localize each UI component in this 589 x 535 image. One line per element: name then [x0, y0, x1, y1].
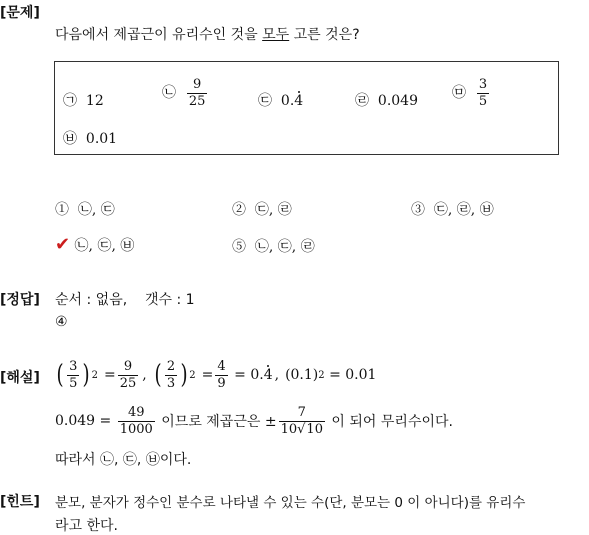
exponent: 2: [189, 369, 196, 381]
choice-number: ③: [411, 202, 425, 218]
choice-number: ①: [55, 202, 69, 218]
choice-1[interactable]: [55, 199, 115, 219]
explanation-fraction: [165, 360, 177, 390]
hint-line-1: 분모, 분자가 정수인 분수로 나타낼 수 있는 수(단, 분모는 0 이 아니다)를 유리수: [55, 495, 526, 511]
explanation-fraction: [67, 360, 79, 390]
right-paren: ): [82, 360, 91, 390]
right-paren: ): [180, 360, 188, 390]
question-before: 다음에서 제곱근이 유리수인 것을: [55, 27, 258, 43]
explanation-line-3: 따라서 ㉡, ㉢, ㉥이다.: [55, 452, 192, 468]
item-value-base: 0.: [280, 93, 295, 109]
fraction-denominator: 5: [478, 93, 488, 109]
repeating-digit: 4: [263, 367, 273, 383]
fraction-numerator: 4: [217, 358, 226, 374]
equation-lhs: 0.049 =: [55, 413, 112, 429]
left-paren: (: [154, 360, 162, 390]
explanation-fraction: [118, 360, 139, 390]
fraction-denominator: [279, 421, 325, 437]
answer-value: ④: [55, 314, 68, 330]
item-mark: ㉥: [63, 131, 77, 147]
item-3: [258, 90, 303, 110]
fraction-numerator: 9: [123, 358, 133, 374]
answer-order: 순서 : 없음,: [55, 292, 128, 308]
choice-5[interactable]: [232, 236, 315, 256]
item-mark: ㉤: [452, 85, 466, 102]
item-5: [452, 78, 491, 108]
fraction-denominator: 1000: [119, 421, 153, 437]
fraction-numerator: 3: [69, 358, 78, 374]
item-1: [63, 90, 104, 110]
fraction-denominator: 25: [119, 375, 137, 391]
fraction-denominator: 25: [188, 93, 206, 109]
choice-3[interactable]: [411, 199, 494, 219]
explanation-fraction: [215, 360, 227, 390]
radicand: 10: [306, 421, 323, 437]
problem-tag: [문제]: [0, 5, 40, 21]
exponent: 2: [91, 369, 98, 381]
answer-meta: [55, 289, 195, 309]
hint-line-2: 라고 한다.: [55, 518, 118, 534]
fraction-numerator: 2: [166, 358, 176, 374]
question-underlined: 모두: [262, 27, 290, 43]
root-coefficient: 10: [280, 421, 298, 437]
item-value: 0.049: [377, 93, 418, 109]
fraction-numerator: 49: [127, 404, 145, 420]
choice-2[interactable]: [232, 199, 292, 219]
hint-tag: [힌트]: [0, 494, 40, 510]
choice-number: ⑤: [232, 239, 246, 255]
question-after: 고른 것은?: [293, 27, 360, 43]
item-value: 0.01: [85, 131, 118, 147]
choice-label: ㉡, ㉢, ㉥: [74, 238, 135, 254]
item-value: 12: [85, 93, 104, 109]
fraction-numerator: 3: [478, 77, 488, 92]
fraction-numerator: 9: [193, 77, 202, 92]
equals-sign: =: [103, 367, 116, 383]
item-mark: ㉣: [355, 93, 369, 109]
explanation-fraction: [118, 406, 155, 436]
power-result: = 0.01: [329, 367, 377, 383]
fraction-denominator: 5: [69, 375, 78, 391]
separator: ,: [142, 367, 147, 383]
explanation-line-1: [55, 352, 376, 398]
question-text: [55, 24, 360, 44]
explanation-tag: [해설]: [0, 370, 40, 386]
choice-4[interactable]: [55, 234, 134, 255]
choice-label: ㉡, ㉢: [77, 202, 115, 218]
answer-count: 갯수 : 1: [144, 292, 195, 308]
item-mark: ㉠: [63, 93, 77, 109]
root-fraction: [279, 406, 325, 436]
explanation-line-2: [55, 400, 453, 442]
separator: ,: [274, 367, 280, 383]
choice-label: ㉢, ㉣: [254, 202, 292, 218]
item-4: [355, 90, 418, 110]
choice-label: ㉢, ㉣, ㉥: [433, 202, 494, 218]
item-mark: ㉢: [258, 93, 272, 109]
item-6: [63, 128, 117, 148]
choice-number: ②: [232, 202, 246, 218]
item-fraction: [187, 78, 208, 108]
equals-sign: =: [201, 367, 214, 383]
left-paren: (: [56, 360, 64, 390]
fraction-denominator: 9: [217, 375, 226, 391]
fraction-numerator: 7: [297, 404, 306, 420]
explanation-middle-text: 이므로 제곱근은 ±: [161, 414, 277, 430]
item-2: [162, 78, 209, 108]
decimal-base: = 0.: [234, 367, 264, 383]
power-base: (0.1): [285, 367, 319, 383]
fraction-denominator: 3: [166, 375, 176, 391]
item-fraction: [477, 78, 489, 108]
item-value-repeating-digit: 4: [294, 93, 304, 109]
explanation-tail-text: 이 되어 무리수이다.: [331, 414, 453, 430]
sqrt-icon: √: [297, 421, 306, 437]
exponent: 2: [318, 369, 325, 381]
item-mark: ㉡: [162, 85, 176, 102]
answer-tag: [정답]: [0, 292, 40, 308]
checkmark-icon: ✔: [55, 234, 71, 255]
choice-label: ㉡, ㉢, ㉣: [254, 239, 315, 255]
